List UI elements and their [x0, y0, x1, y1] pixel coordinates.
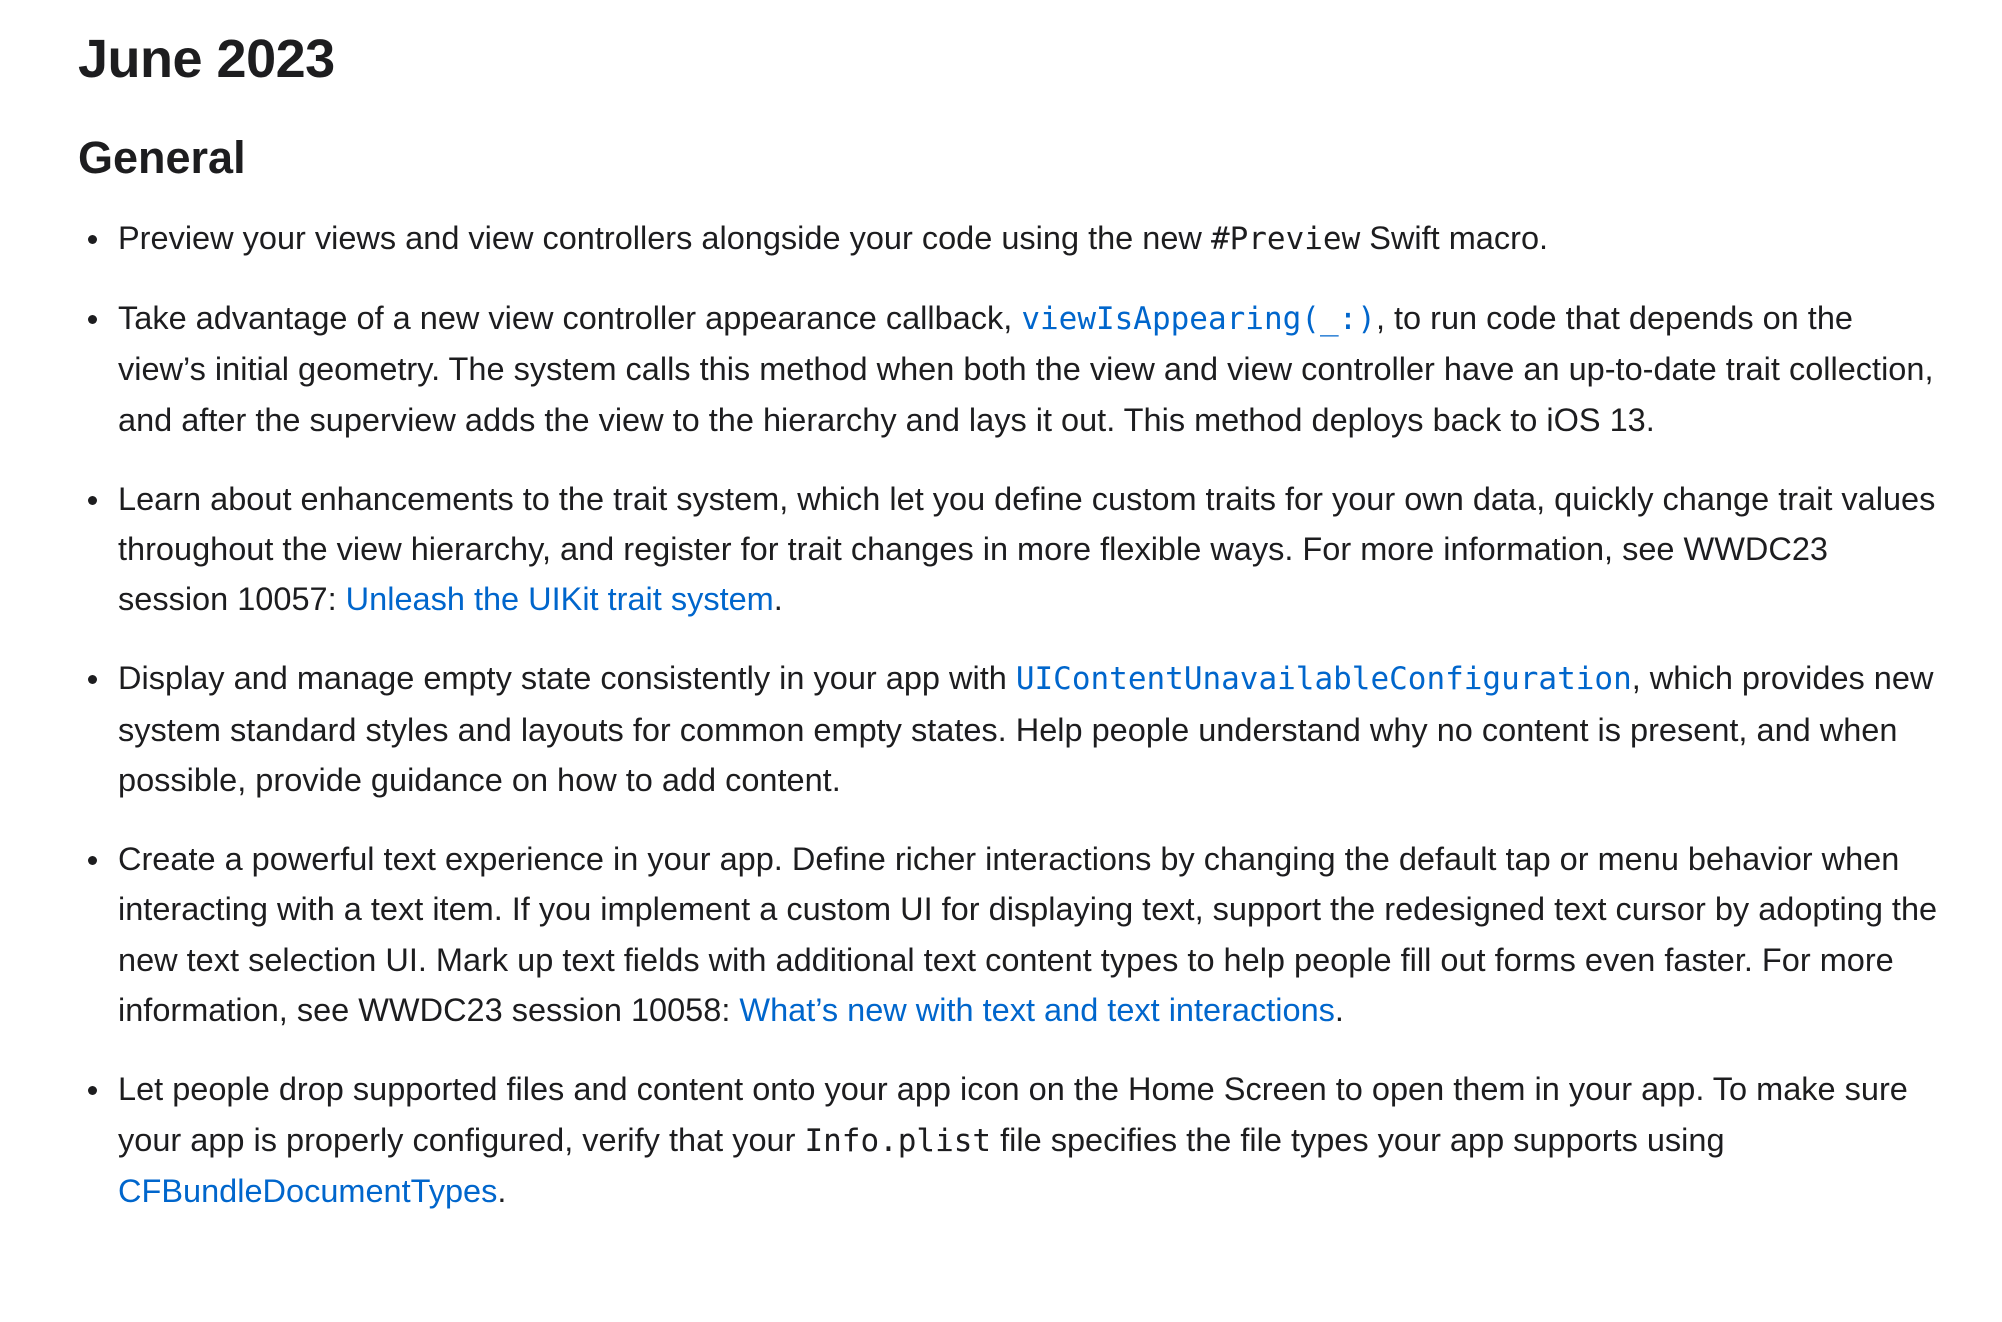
- page-title: June 2023: [78, 29, 335, 89]
- link-viewisappearing[interactable]: [1021, 300, 1376, 336]
- link-code: UIContentUnavailableConfiguration: [1015, 661, 1632, 698]
- item-text: Create a powerful text experience in your app. Define richer interactions by changing the default tap or menu behavior when interacting with a text item. If you implement a custom UI for displaying text, support the redesigned text cursor by adopting the new text selection UI. Mark up text fields with additional text content types to help people fill out forms even faster. For more information, see WWDC23 session 10058:: [118, 841, 1938, 1029]
- bullet-icon: [88, 1086, 97, 1095]
- list-item: [118, 293, 1938, 445]
- code-preview: #Preview: [1210, 221, 1361, 257]
- bullet-icon: [88, 315, 97, 324]
- item-text: , to run code that depends on the view’s initial geometry. The system calls this method when both the view and view controller have an up-to-date trait collection, and after the superview adds the view to the hierarchy and lays it out. This method deploys back to iOS 13.: [118, 299, 1934, 438]
- item-text: .: [1334, 992, 1344, 1029]
- item-text: Preview your views and view controllers alongside your code using the new: [118, 220, 1211, 256]
- item-text: , which provides new system standard styles and layouts for common empty states. Help people understand why no content is present, and when possible, provide guidance on how to add content.: [118, 660, 1934, 799]
- item-text: Take advantage of a new view controller appearance callback,: [118, 299, 1022, 336]
- link-text-interactions-session[interactable]: What’s new with text and text interactions: [739, 992, 1335, 1029]
- item-text: Swift macro.: [1360, 220, 1549, 256]
- item-text: file specifies the file types your app supports using: [991, 1121, 1725, 1158]
- bullet-icon: [88, 496, 97, 505]
- list-item: [118, 213, 1938, 264]
- link-cfbundledocumenttypes[interactable]: CFBundleDocumentTypes: [118, 1173, 498, 1209]
- code-info-plist: Info.plist: [804, 1122, 992, 1159]
- section-heading: General: [78, 132, 246, 183]
- item-text: .: [773, 581, 783, 618]
- item-text: Display and manage empty state consistently in your app with: [118, 660, 1016, 697]
- item-text: .: [497, 1173, 507, 1209]
- list-item: [118, 474, 1938, 625]
- item-text: Let people drop supported files and content onto your app icon on the Home Screen to open them in your app. To make sure your app is properly configured, verify that your: [118, 1071, 1908, 1158]
- bullet-icon: [88, 235, 97, 244]
- list-item: [118, 834, 1938, 1036]
- link-trait-system-session[interactable]: Unleash the UIKit trait system: [345, 581, 774, 618]
- bullet-icon: [88, 856, 97, 865]
- feature-list: [78, 213, 1938, 1245]
- link-code: viewIsAppearing(_:): [1021, 300, 1376, 337]
- item-text: Learn about enhancements to the trait system, which let you define custom traits for your own data, quickly change trait values throughout the view hierarchy, and register for trait changes in more flexible ways. For more information, see WWDC23 session 10057:: [118, 480, 1936, 618]
- list-item: [118, 653, 1938, 805]
- list-item: [118, 1064, 1938, 1216]
- bullet-icon: [88, 675, 97, 684]
- link-content-unavailable-config[interactable]: [1016, 660, 1632, 696]
